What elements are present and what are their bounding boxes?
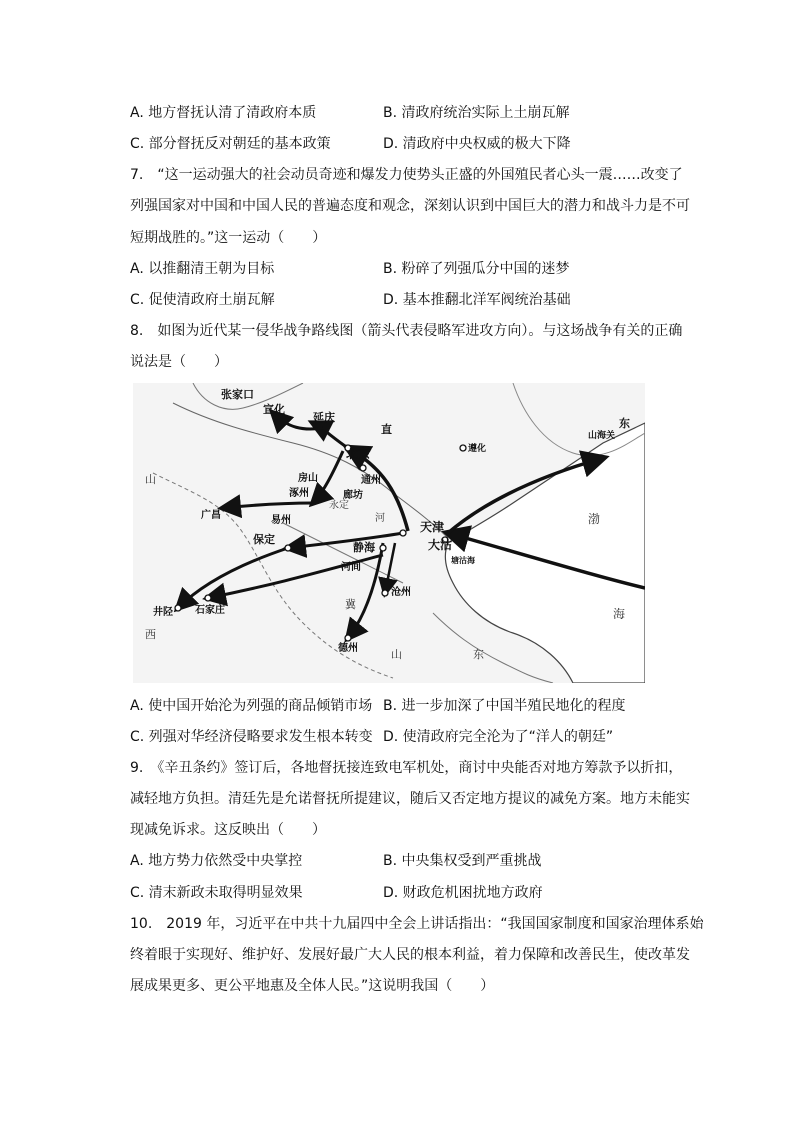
map-label-tianjin: 天津 <box>420 520 445 534</box>
q7-option-d: D. 基本推翻北洋军阀统治基础 <box>383 292 571 308</box>
map-label-baoding: 保定 <box>253 533 275 546</box>
map-label-beijing: 北京 <box>346 447 371 461</box>
map-label-zhangjiakou: 张家口 <box>221 388 254 401</box>
q7-option-b: B. 粉碎了列强瓜分中国的迷梦 <box>383 261 570 277</box>
q6-option-b: B. 清政府统治实际上土崩瓦解 <box>383 105 570 121</box>
map-label-dezhou: 德州 <box>338 643 358 654</box>
q6-option-d: D. 清政府中央权威的极大下降 <box>383 136 571 152</box>
map-label-xuanhua: 宣化 <box>263 403 285 416</box>
map-label-guangchang: 广昌 <box>201 510 221 521</box>
q7-stem-line-3: 短期战胜的。”这一运动（ ） <box>130 230 327 246</box>
city-marker <box>400 530 406 536</box>
map-label-yongding: 永定 <box>329 500 349 511</box>
map-label-yanqing: 延庆 <box>313 411 335 424</box>
q7-option-c: C. 促使清政府土崩瓦解 <box>130 292 275 308</box>
map-label-dong2: 东 <box>473 648 484 661</box>
map-label-dong: 东 <box>619 417 630 430</box>
q9-option-a: A. 地方势力依然受中央掌控 <box>130 853 303 869</box>
map-label-shanhaiguan: 山海关 <box>588 431 616 441</box>
q7-stem-line-2: 列强国家对中国和中国人民的普遍态度和观念，深刻认识到中国巨大的潜力和战斗力是不可 <box>130 198 690 214</box>
city-marker <box>460 445 466 451</box>
map-label-bohai-2: 海 <box>613 607 626 621</box>
map-label-zhi: 直 <box>381 423 392 436</box>
map-label-hejian: 河间 <box>341 562 361 573</box>
city-marker <box>382 590 388 596</box>
q10-stem-line-1: 10. 2019 年，习近平在中共十九届四中全会上讲话指出：“我国国家制度和国家治理体系始 <box>130 916 704 932</box>
map-label-shijiazhuang: 石家庄 <box>195 605 225 616</box>
map-label-langfang: 廊坊 <box>343 490 363 501</box>
map-label-dagu: 大沽 <box>428 538 453 552</box>
map-label-cangzhou: 沧州 <box>391 587 411 598</box>
map-label-jinghai: 静海 <box>353 541 375 554</box>
q9-option-b: B. 中央集权受到严重挑战 <box>383 853 542 869</box>
q7-stem-line-1: 7. “这一运动强大的社会动员奇迹和爆发力使势头正盛的外国殖民者心头一震……改变了 <box>130 167 683 183</box>
map-label-fangshan: 房山 <box>298 473 318 484</box>
q9-option-d: D. 财政危机困扰地方政府 <box>383 885 543 901</box>
map-label-xi: 西 <box>145 628 156 641</box>
map-label-shan: 山 <box>145 473 156 486</box>
city-marker <box>205 595 211 601</box>
war-route-map <box>133 383 645 683</box>
map-label-he: 河 <box>375 513 385 524</box>
map-label-tongzhou: 通州 <box>361 475 381 486</box>
q10-stem-line-3: 展成果更多、更公平地惠及全体人民。”这说明我国（ ） <box>130 978 495 994</box>
q8-option-d: D. 使清政府完全沦为了“洋人的朝廷” <box>383 729 614 745</box>
city-marker <box>345 635 351 641</box>
q8-option-c: C. 列强对华经济侵略要求发生根本转变 <box>130 729 373 745</box>
map-label-jingxing: 井陉 <box>153 607 173 618</box>
city-marker <box>175 605 181 611</box>
q8-stem-line-1: 8. 如图为近代某一侵华战争路线图（箭头代表侵略军进攻方向）。与这场战争有关的正确 <box>130 323 683 339</box>
map-label-tangguhai: 塘沽海 <box>451 556 475 565</box>
city-marker <box>380 545 386 551</box>
map-label-yizhou: 易州 <box>271 515 291 526</box>
q6-option-a: A. 地方督抚认清了清政府本质 <box>130 105 317 121</box>
city-marker <box>360 465 366 471</box>
map-label-ji: 冀 <box>345 598 356 611</box>
map-label-zunhua: 遵化 <box>468 444 487 454</box>
q9-option-c: C. 清末新政未取得明显效果 <box>130 885 303 901</box>
q9-stem-line-2: 减轻地方负担。清廷先是允诺督抚所提建议，随后又否定地方提议的减免方案。地方未能实 <box>130 791 690 807</box>
map-label-zhuozhou: 涿州 <box>289 488 309 499</box>
map-label-bohai-1: 渤 <box>588 512 601 526</box>
map-label-shan2: 山 <box>391 648 402 661</box>
city-marker <box>285 545 291 551</box>
q9-stem-line-3: 现减免诉求。这反映出（ ） <box>130 822 326 838</box>
q8-stem-line-2: 说法是（ ） <box>130 354 228 370</box>
q8-option-b: B. 进一步加深了中国半殖民地化的程度 <box>383 698 626 714</box>
q9-stem-line-1: 9. 《辛丑条约》签订后，各地督抚接连致电军机处，商讨中央能否对地方筹款予以折扣， <box>130 760 683 776</box>
q8-option-a: A. 使中国开始沦为列强的商品倾销市场 <box>130 698 373 714</box>
q6-option-c: C. 部分督抚反对朝廷的基本政策 <box>130 136 331 152</box>
q10-stem-line-2: 终着眼于实现好、维护好、发展好最广大人民的根本利益，着力保障和改善民生，使改革发 <box>130 947 690 963</box>
q7-option-a: A. 以推翻清王朝为目标 <box>130 261 275 277</box>
